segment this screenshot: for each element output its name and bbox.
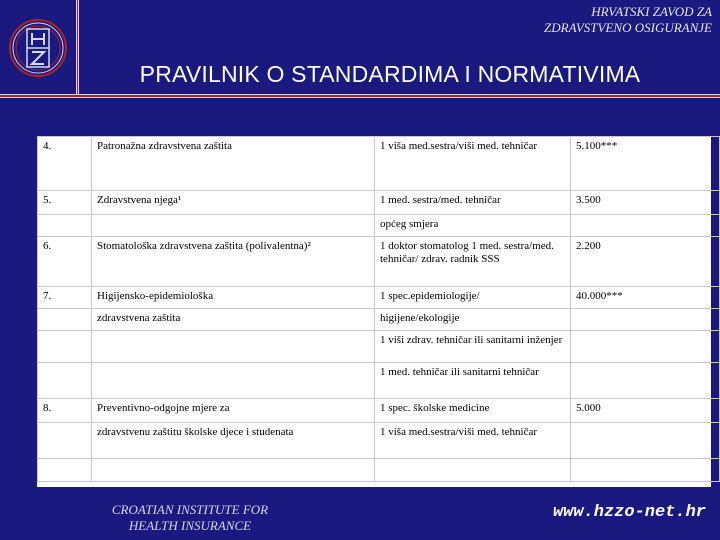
row-number-cell: 4. <box>38 137 92 191</box>
table-row <box>38 191 720 215</box>
english-institute-name <box>92 502 288 534</box>
table-row <box>38 459 720 482</box>
row-number-cell <box>38 423 92 459</box>
staff-cell: higijene/ekologije <box>375 309 571 331</box>
norm-cell: 5.000 <box>571 399 720 423</box>
service-cell: Zdravstvena njega¹ <box>92 191 375 215</box>
service-cell: Stomatološka zdravstvena zaštita (polivalentna)² <box>92 237 375 287</box>
row-number-cell: 8. <box>38 399 92 423</box>
norm-cell: 5.100*** <box>571 137 720 191</box>
table-row <box>38 137 720 191</box>
english-institute-name-line1: CROATIAN INSTITUTE FOR <box>111 502 269 517</box>
norm-cell <box>571 459 720 482</box>
institute-name-line2: ZDRAVSTVENO OSIGURANJE <box>544 20 712 35</box>
institute-name-line1: HRVATSKI ZAVOD ZA <box>591 4 712 19</box>
staff-cell: 1 doktor stomatolog 1 med. sestra/med. tehničar/ zdrav. radnik SSS <box>375 237 571 287</box>
row-number-cell <box>38 331 92 363</box>
table-row <box>38 215 720 237</box>
service-cell <box>92 215 375 237</box>
service-cell <box>92 331 375 363</box>
row-number-cell <box>38 309 92 331</box>
row-number-cell: 5. <box>38 191 92 215</box>
service-cell <box>92 363 375 399</box>
table-row <box>38 309 720 331</box>
standards-table <box>37 136 711 487</box>
institute-name <box>544 4 712 36</box>
service-cell: Patronažna zdravstvena zaštita <box>92 137 375 191</box>
staff-cell <box>375 459 571 482</box>
english-institute-name-line2: HEALTH INSURANCE <box>128 518 252 533</box>
staff-cell: 1 viša med.sestra/viši med. tehničar <box>375 423 571 459</box>
header-horizontal-divider <box>0 94 720 98</box>
row-number-cell <box>38 363 92 399</box>
norm-cell <box>571 363 720 399</box>
row-number-cell: 7. <box>38 287 92 309</box>
service-cell: Higijensko-epidemiološka <box>92 287 375 309</box>
website-link[interactable]: www.hzzo-net.hr <box>552 503 706 522</box>
service-cell <box>92 459 375 482</box>
norm-cell <box>571 423 720 459</box>
row-number-cell <box>38 459 92 482</box>
row-number-cell <box>38 215 92 237</box>
norm-cell: 40.000*** <box>571 287 720 309</box>
staff-cell: 1 spec.epidemiologije/ <box>375 287 571 309</box>
norm-cell <box>571 309 720 331</box>
service-cell: zdravstvenu zaštitu školske djece i studenata <box>92 423 375 459</box>
table-row <box>38 331 720 363</box>
table-row <box>38 237 720 287</box>
norm-cell <box>571 215 720 237</box>
service-cell: Preventivno-odgojne mjere za <box>92 399 375 423</box>
table-row <box>38 287 720 309</box>
norm-cell: 3.500 <box>571 191 720 215</box>
staff-cell: 1 viša med.sestra/viši med. tehničar <box>375 137 571 191</box>
staff-cell: 1 viši zdrav. tehničar ili sanitarni inženjer <box>375 331 571 363</box>
page-title: PRAVILNIK O STANDARDIMA I NORMATIVIMA <box>139 61 641 87</box>
table-row <box>38 399 720 423</box>
service-cell: zdravstvena zaštita <box>92 309 375 331</box>
hzzo-logo-icon <box>8 18 68 78</box>
norm-cell: 2.200 <box>571 237 720 287</box>
table-row <box>38 423 720 459</box>
header-vertical-divider <box>76 0 79 98</box>
table-row <box>38 363 720 399</box>
staff-cell: 1 spec. školske medicine <box>375 399 571 423</box>
row-number-cell: 6. <box>38 237 92 287</box>
norm-cell <box>571 331 720 363</box>
staff-cell: 1 med. sestra/med. tehničar <box>375 191 571 215</box>
staff-cell: općeg smjera <box>375 215 571 237</box>
staff-cell: 1 med. tehničar ili sanitarni tehničar <box>375 363 571 399</box>
